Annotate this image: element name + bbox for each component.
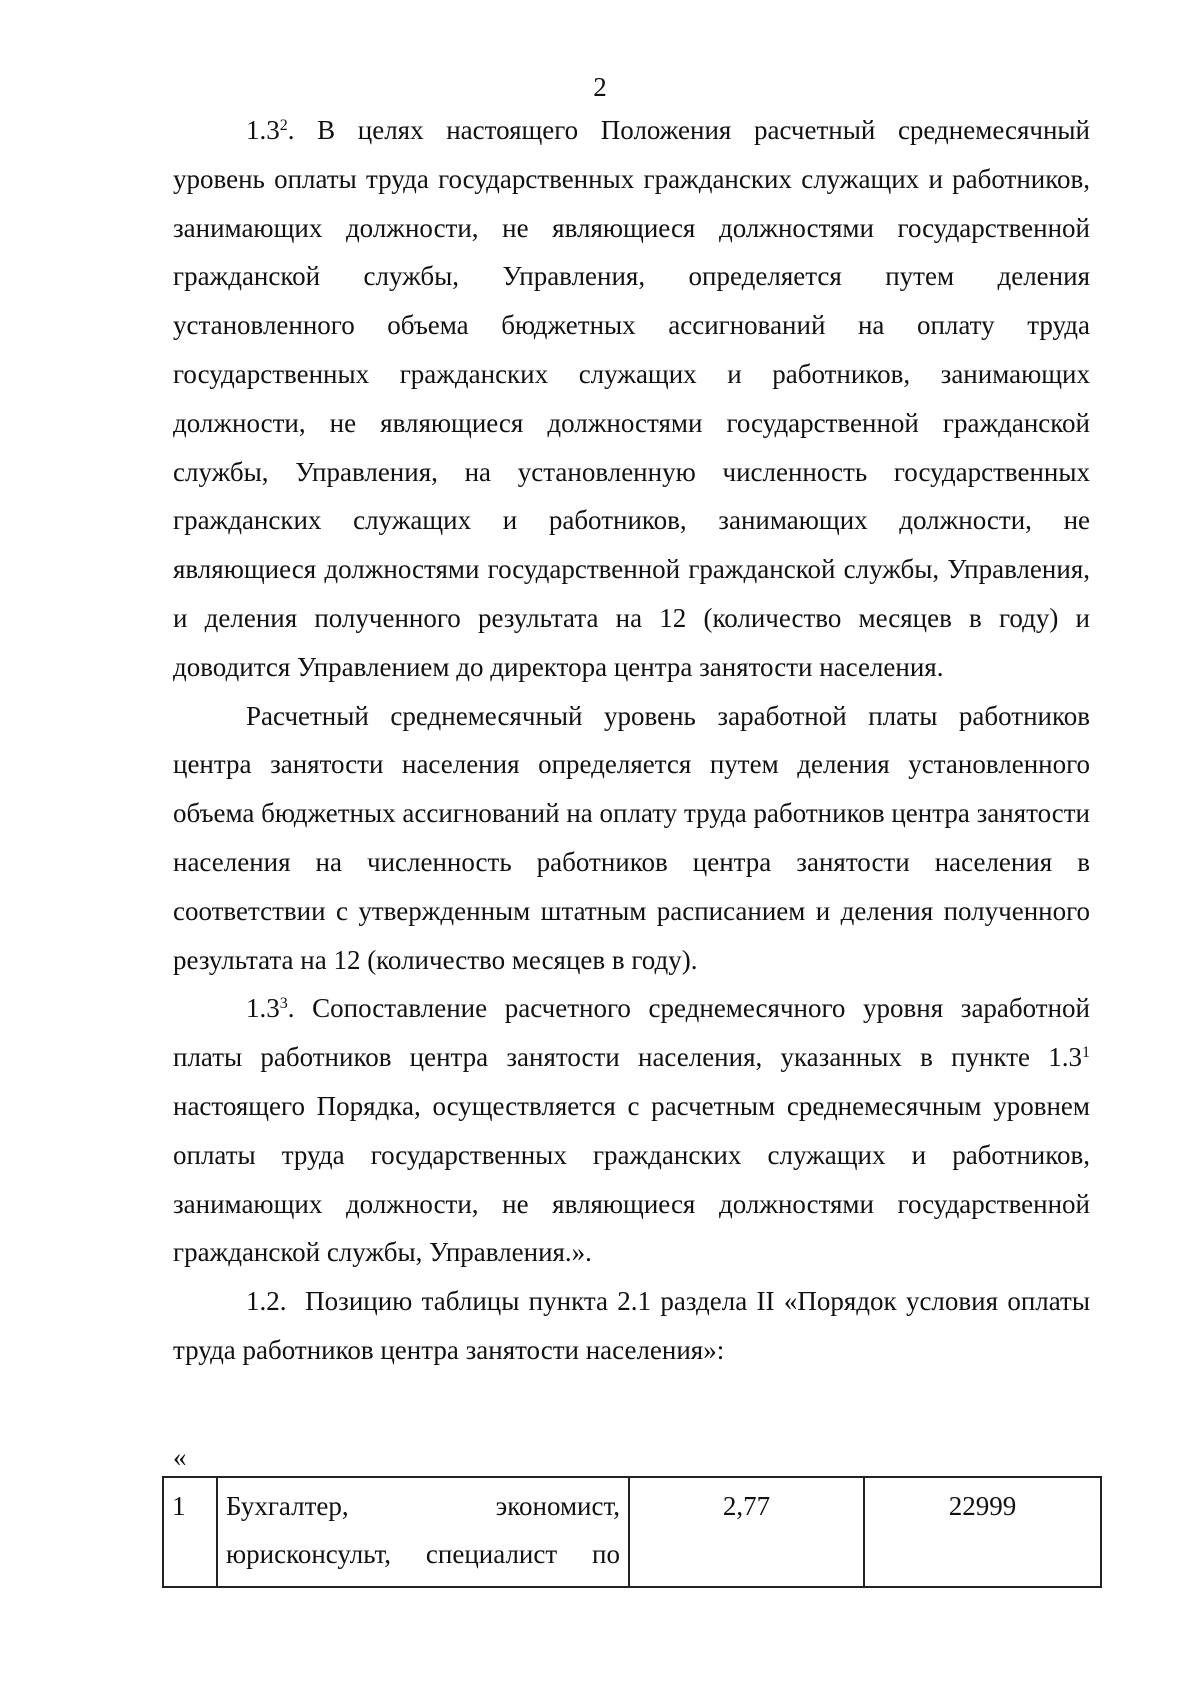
page-number: 2 xyxy=(593,72,607,102)
paragraph-salary-level xyxy=(173,692,1090,985)
position-name-line: Бухгалтер, экономист, xyxy=(226,1491,620,1521)
paragraph-1-2 xyxy=(173,1277,1097,1375)
paragraph-text: . В целях настоящего Положения расчетный среднемесячный уровень оплаты труда государственных гражданских служащих и работников, занимающих должности, не являющиеся должностями государственной гражданской службы, Управления, определяется путем деления установленного объема бюджетных ассигнований на оплату труда государственных гражданских служащих и работников, занимающих должности, не являющиеся должностями государственной гражданской службы, Управления, на установленную численность государственных гражданских служащих и работников, занимающих должности, не являющиеся должностями государственной гражданской службы, Управления, и деления полученного результата на 12 (количество месяцев в году) и доводится Управлением до директора центра занятости населения. xyxy=(173,115,1090,682)
reference-superscript: 1 xyxy=(1082,1044,1090,1062)
clause-number: 1.3 xyxy=(246,993,280,1024)
clause-number: 1.3 xyxy=(246,115,280,145)
salary-cell: 22999 xyxy=(864,1477,1101,1587)
clause-superscript: 2 xyxy=(279,117,288,134)
paragraph-text: 1.2. Позицию таблицы пункта 2.1 раздела II «Порядок условия оплаты труда работников центра занятости населения»: xyxy=(173,1286,1097,1365)
clause-superscript: 3 xyxy=(279,995,288,1013)
paragraph-text: Расчетный среднемесячный уровень заработной платы работников центра занятости населения определяется путем деления установленного объема бюджетных ассигнований на оплату труда работников центра занятости населения на численность работников центра занятости населения в соответствии с утвержденным штатным расписанием и деления полученного результата на 12 (количество месяцев в году). xyxy=(173,700,1090,975)
paragraph-text: . Сопоставление расчетного среднемесячного уровня заработной платы работников центра занятости населения, указанных в пункте 1.3 xyxy=(173,993,1090,1073)
row-number-cell: 1 xyxy=(163,1477,217,1587)
coefficient-cell: 2,77 xyxy=(629,1477,864,1587)
paragraph-text-continued: настоящего Порядка, осуществляется с расчетным среднемесячным уровнем оплаты труда государственных гражданских служащих и работников, занимающих должности, не являющиеся должностями государственной гражданской службы, Управления.». xyxy=(173,1090,1090,1268)
position-name-cell xyxy=(217,1477,629,1587)
paragraph-1-3-3 xyxy=(173,984,1090,1277)
opening-quote-mark: « xyxy=(173,1442,187,1472)
position-name-line: юрисконсульт, специалист по xyxy=(226,1539,620,1569)
document-body xyxy=(173,106,1097,1375)
position-table xyxy=(162,1476,1102,1588)
table-row xyxy=(163,1477,1101,1587)
paragraph-1-3-2 xyxy=(173,106,1090,692)
